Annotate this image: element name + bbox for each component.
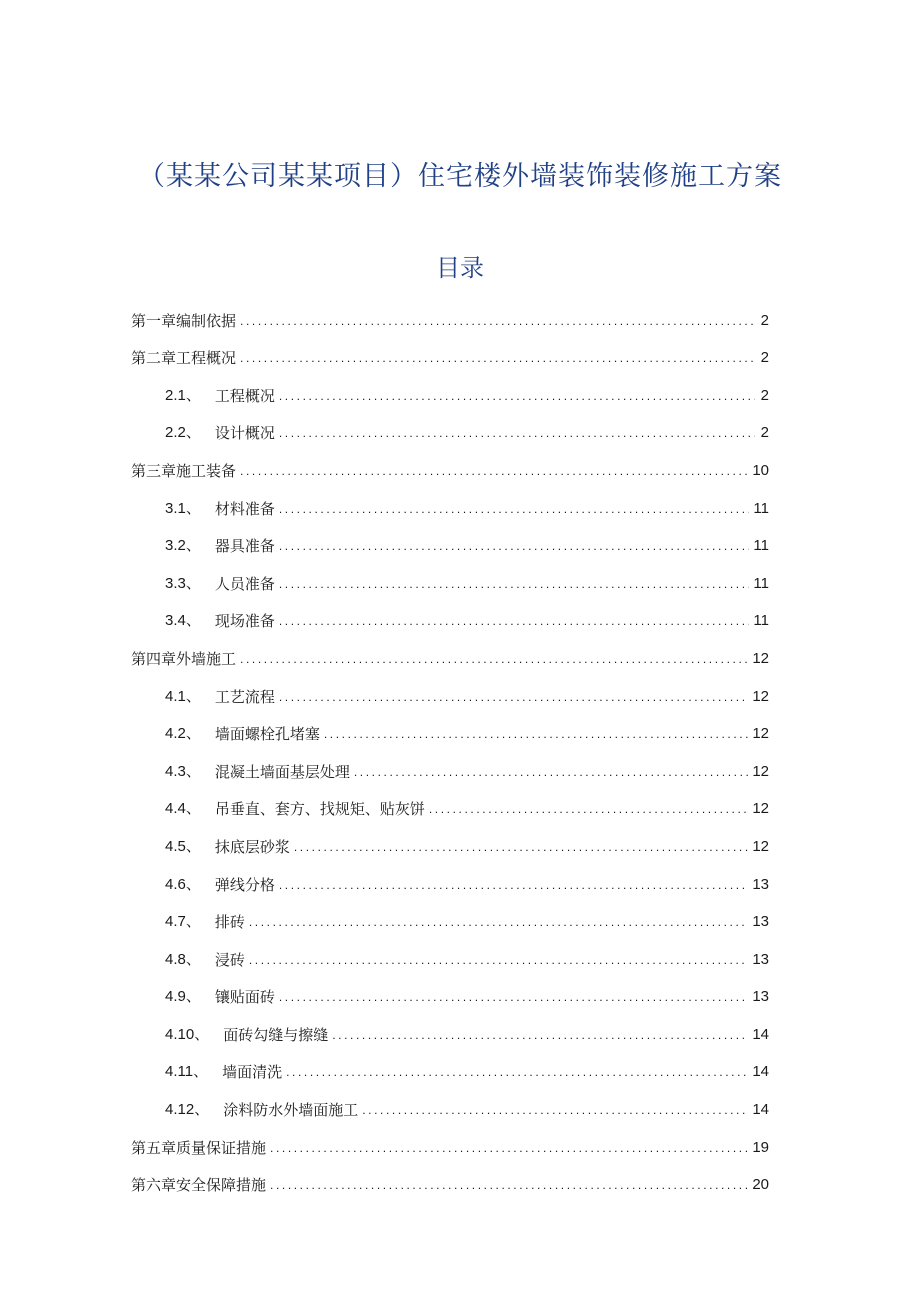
toc-entry-page-number: 12 (752, 687, 769, 705)
toc-entry[interactable] (131, 294, 769, 332)
toc-entry[interactable] (131, 1083, 769, 1121)
toc-dot-leader (279, 879, 748, 891)
toc-entry-label: 第五章质量保证措施 (131, 1138, 267, 1157)
toc-entry[interactable] (131, 745, 769, 783)
toc-entry[interactable] (131, 1008, 769, 1046)
toc-entry-page-number: 2 (760, 424, 769, 442)
toc-entry-number: 4.8、 (165, 950, 201, 968)
toc-entry[interactable] (131, 369, 769, 407)
toc-entry[interactable] (131, 820, 769, 858)
toc-entry-label: 墙面清洗 (222, 1063, 283, 1082)
toc-entry[interactable] (131, 332, 769, 370)
toc-entry-number: 3.3、 (165, 574, 201, 592)
toc-entry[interactable] (131, 557, 769, 595)
toc-dot-leader (429, 803, 748, 815)
toc-entry-label: 墙面螺栓孔堵塞 (214, 725, 320, 744)
toc-entry-page-number: 13 (752, 913, 769, 931)
toc-entry-number: 2.1、 (165, 386, 201, 404)
toc-entry-page-number: 13 (752, 988, 769, 1006)
toc-entry-number: 4.6、 (165, 875, 201, 893)
toc-entry-page-number: 14 (752, 1101, 769, 1119)
toc-dot-leader (270, 1179, 748, 1191)
toc-entry-page-number: 11 (753, 574, 769, 592)
toc-entry-label: 吊垂直、套方、找规矩、贴灰饼 (214, 800, 425, 819)
toc-entry[interactable] (131, 933, 769, 971)
toc-entry[interactable] (131, 971, 769, 1009)
toc-entry[interactable] (131, 1046, 769, 1084)
toc-entry[interactable] (131, 670, 769, 708)
toc-entry-label: 第一章编制依据 (131, 311, 237, 330)
toc-entry-page-number: 11 (753, 537, 769, 555)
toc-entry-label: 弹线分格 (214, 875, 275, 894)
toc-entry-number: 4.9、 (165, 988, 201, 1006)
toc-entry[interactable] (131, 632, 769, 670)
toc-entry-label: 材料准备 (214, 499, 275, 518)
toc-entry-page-number: 10 (752, 461, 769, 479)
toc-entry[interactable] (131, 858, 769, 896)
toc-entry-label: 第三章施工装备 (131, 461, 237, 480)
toc-entry-page-number: 13 (752, 950, 769, 968)
toc-entry-label: 镶贴面砖 (214, 988, 275, 1007)
toc-entry-label: 涂料防水外墙面施工 (223, 1101, 359, 1120)
toc-entry-label: 第六章安全保障措施 (131, 1176, 267, 1195)
toc-dot-leader (240, 653, 748, 665)
toc-entry[interactable] (131, 1159, 769, 1197)
toc-entry-number: 4.10、 (165, 1025, 210, 1043)
toc-entry-page-number: 2 (760, 386, 769, 404)
toc-dot-leader (362, 1104, 748, 1116)
toc-entry-page-number: 2 (760, 349, 769, 367)
toc-entry-page-number: 20 (752, 1176, 769, 1194)
toc-entry-page-number: 11 (753, 499, 769, 517)
toc-entry-label: 浸砖 (214, 950, 245, 969)
toc-entry-number: 3.4、 (165, 612, 201, 630)
toc-entry-label: 排砖 (214, 913, 245, 932)
toc-dot-leader (270, 1142, 748, 1154)
toc-dot-leader (286, 1066, 748, 1078)
toc-dot-leader (279, 691, 748, 703)
toc-dot-leader (240, 465, 748, 477)
toc-dot-leader (240, 352, 755, 364)
toc-entry-number: 4.7、 (165, 913, 201, 931)
toc-entry-page-number: 12 (752, 800, 769, 818)
toc-entry-number: 4.12、 (165, 1101, 210, 1119)
toc-entry-label: 面砖勾缝与擦缝 (223, 1025, 329, 1044)
toc-dot-leader (249, 916, 748, 928)
toc-entry-page-number: 2 (760, 311, 769, 329)
toc-dot-leader (240, 315, 755, 327)
table-of-contents (131, 294, 769, 1196)
toc-dot-leader (279, 991, 748, 1003)
toc-dot-leader (354, 766, 748, 778)
toc-dot-leader (332, 1029, 748, 1041)
toc-entry-number: 4.4、 (165, 800, 201, 818)
toc-entry-page-number: 11 (753, 612, 769, 630)
toc-entry-number: 2.2、 (165, 424, 201, 442)
toc-dot-leader (249, 954, 748, 966)
toc-entry[interactable] (131, 896, 769, 934)
toc-entry-label: 人员准备 (214, 574, 275, 593)
toc-entry-label: 设计概况 (214, 424, 275, 443)
toc-entry-page-number: 12 (752, 837, 769, 855)
toc-dot-leader (279, 503, 750, 515)
toc-entry-number: 3.1、 (165, 499, 201, 517)
toc-entry[interactable] (131, 1121, 769, 1159)
toc-entry-label: 现场准备 (214, 612, 275, 631)
toc-dot-leader (324, 728, 748, 740)
toc-entry-page-number: 19 (752, 1138, 769, 1156)
toc-entry-page-number: 13 (752, 875, 769, 893)
toc-entry-page-number: 12 (752, 762, 769, 780)
toc-dot-leader (279, 390, 755, 402)
toc-dot-leader (294, 841, 748, 853)
toc-entry[interactable] (131, 444, 769, 482)
toc-entry-label: 工程概况 (214, 386, 275, 405)
toc-entry[interactable] (131, 708, 769, 746)
toc-entry-number: 4.5、 (165, 837, 201, 855)
toc-entry-page-number: 12 (752, 649, 769, 667)
toc-entry-label: 第四章外墙施工 (131, 649, 237, 668)
toc-heading: 目录 (436, 254, 484, 282)
toc-entry-number: 4.2、 (165, 725, 201, 743)
toc-dot-leader (279, 615, 750, 627)
toc-entry[interactable] (131, 407, 769, 445)
toc-entry-page-number: 14 (752, 1025, 769, 1043)
toc-entry[interactable] (131, 783, 769, 821)
toc-entry-number: 4.11、 (165, 1063, 209, 1081)
toc-entry-page-number: 14 (752, 1063, 769, 1081)
toc-entry[interactable] (131, 520, 769, 558)
toc-dot-leader (279, 578, 750, 590)
toc-entry-label: 工艺流程 (214, 687, 275, 706)
toc-entry-number: 3.2、 (165, 537, 201, 555)
toc-entry-number: 4.1、 (165, 687, 201, 705)
toc-entry-label: 器具准备 (214, 537, 275, 556)
toc-entry-label: 混凝土墙面基层处理 (214, 762, 350, 781)
toc-entry[interactable] (131, 482, 769, 520)
toc-dot-leader (279, 540, 750, 552)
toc-dot-leader (279, 427, 755, 439)
toc-entry-label: 第二章工程概况 (131, 349, 237, 368)
document-title: （某某公司某某项目）住宅楼外墙装饰装修施工方案 (138, 161, 782, 192)
toc-entry-label: 抹底层砂浆 (214, 837, 290, 856)
toc-entry-page-number: 12 (752, 725, 769, 743)
toc-entry[interactable] (131, 595, 769, 633)
toc-entry-number: 4.3、 (165, 762, 201, 780)
